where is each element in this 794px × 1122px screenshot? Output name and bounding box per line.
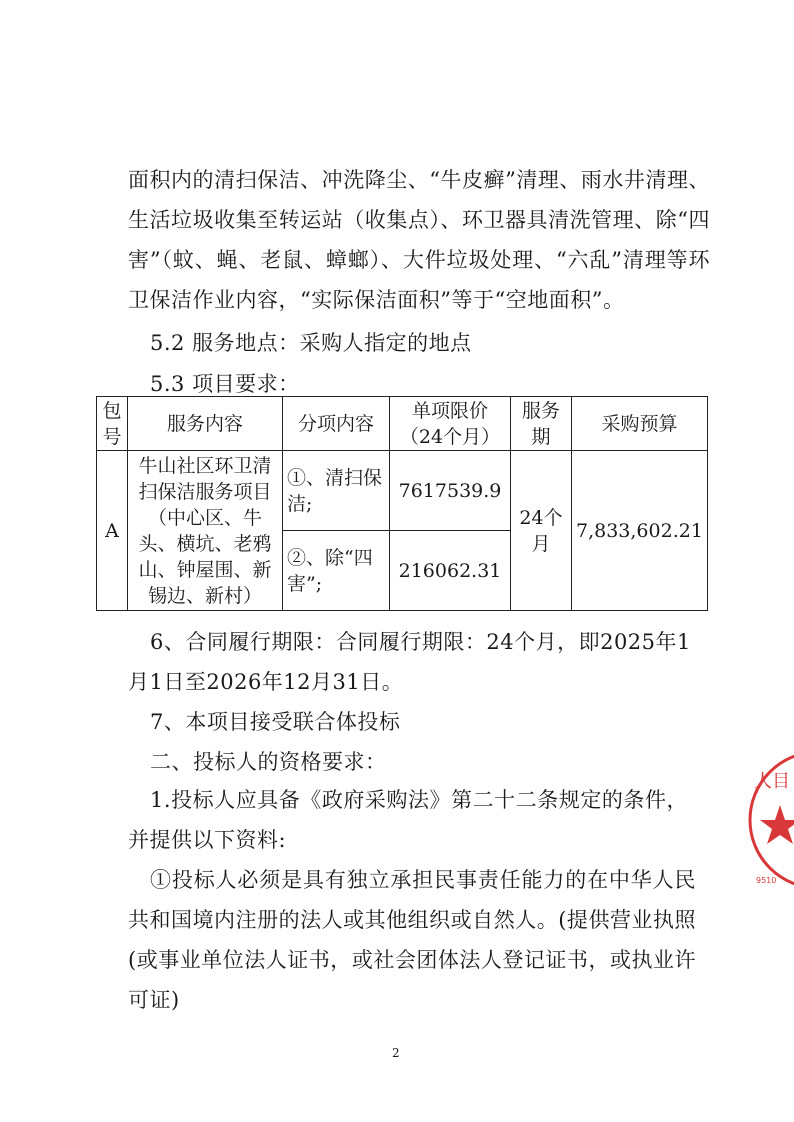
header-limit: 单项限价（24个月） [390, 397, 511, 451]
header-service: 服务内容 [128, 397, 283, 451]
red-seal-stamp [742, 745, 794, 895]
header-budget: 采购预算 [572, 397, 708, 451]
cell-sub-1: ①、清扫保洁; [283, 451, 390, 531]
section-6-line-2: 月1日至2026年12月31日。 [128, 670, 404, 694]
page-number: 2 [392, 1046, 400, 1060]
intro-paragraph: 面积内的清扫保洁、冲洗降尘、“牛皮癣”清理、雨水井清理、生活垃圾收集至转运站（收集点）、环卫器具清洗管理、除“四害”（蚊、蝇、老鼠、蟑螂）、大件垃圾处理、“六乱”清理等环卫保洁作业内容，“实际保洁面积”等于“空地面积”。 [128, 168, 710, 312]
section-5-2: 5.2 服务地点：采购人指定的地点 [150, 331, 472, 355]
seal-text: 人目 [754, 771, 790, 792]
qualification-1: 1.投标人应具备《政府采购法》第二十二条规定的条件，并提供以下资料: [128, 788, 688, 852]
section-2-heading: 二、投标人的资格要求： [150, 750, 387, 774]
section-5-3: 5.3 项目要求： [150, 372, 300, 396]
header-sub: 分项内容 [283, 397, 390, 451]
cell-sub-2: ②、除“四害”; [283, 531, 390, 611]
qualification-1a: ①投标人必须是具有独立承担民事责任能力的在中华人民共和国境内注册的法人或其他组织或自然人。(提供营业执照(或事业单位法人证书，或社会团体法人登记证书，或执业许可证) [128, 868, 696, 1012]
header-package: 包号 [97, 397, 128, 451]
section-7: 7、本项目接受联合体投标 [150, 710, 401, 734]
cell-period: 24个月 [511, 451, 572, 611]
seal-digits: 9510 [756, 876, 777, 885]
header-period: 服务期 [511, 397, 572, 451]
table-row [97, 451, 708, 531]
project-requirements-table [96, 396, 708, 611]
cell-limit-2: 216062.31 [390, 531, 511, 611]
section-6-line-1: 6、合同履行期限：合同履行期限：24个月，即2025年1 [150, 630, 691, 654]
seal-star [760, 805, 794, 844]
table-header-row [97, 397, 708, 451]
cell-budget: 7,833,602.21 [572, 451, 708, 611]
cell-limit-1: 7617539.9 [390, 451, 511, 531]
cell-package: A [97, 451, 128, 611]
seal-graphic [742, 745, 794, 895]
cell-service: 牛山社区环卫清扫保洁服务项目（中心区、牛头、横坑、老鸦山、钟屋围、新锡边、新村） [128, 451, 283, 611]
